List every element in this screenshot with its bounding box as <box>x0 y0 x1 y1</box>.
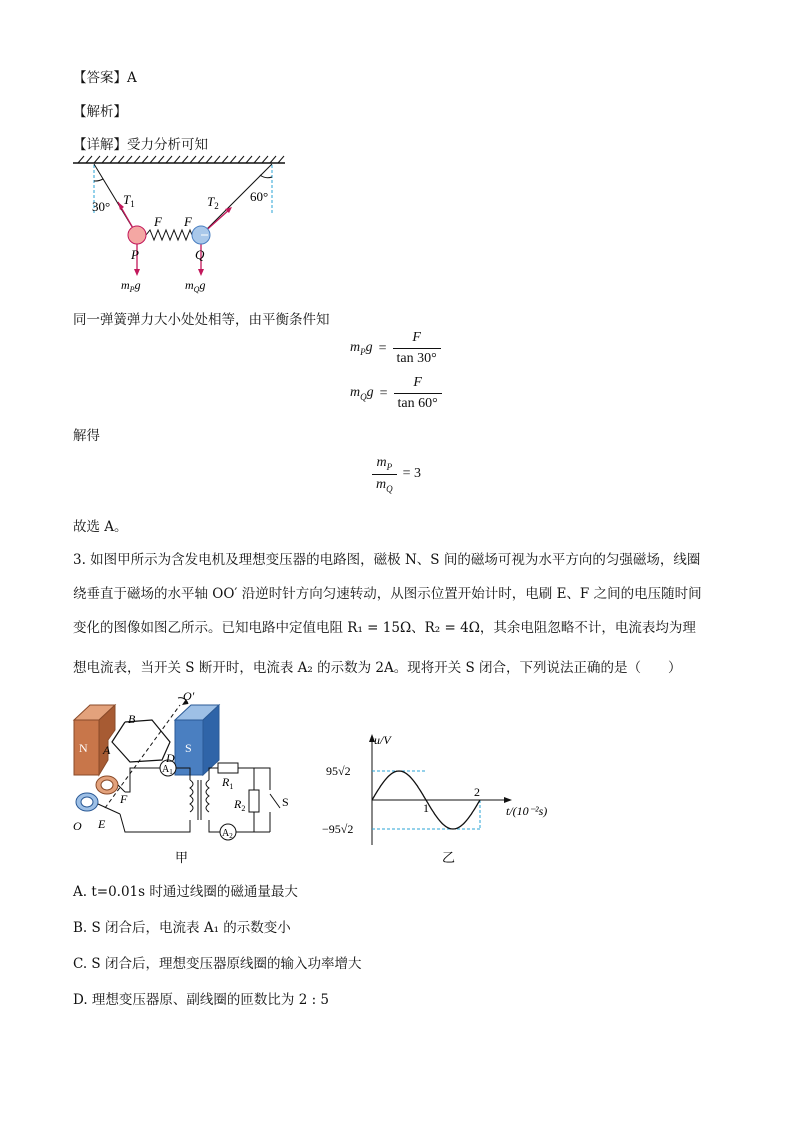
svg-text:mQg <box>185 278 205 294</box>
eq1-den: tan 30° <box>393 348 441 367</box>
t1-label: T <box>123 192 131 207</box>
magnet-s-label: S <box>185 741 192 755</box>
eq1-g: g <box>365 340 373 356</box>
axis-o2-label: O′ <box>183 690 195 703</box>
equation-3 <box>372 455 427 494</box>
figure-jia <box>70 690 310 870</box>
q3-line-3: 变化的图像如图乙所示。已知电路中定值电阻 R₁ = 15Ω、R₂ = 4Ω，其余电阻忽略不计，电流表均为理 <box>73 620 696 636</box>
magnet-n-label: N <box>79 741 88 755</box>
r2-label: R <box>234 797 242 811</box>
caption-jia: 甲 <box>175 850 189 865</box>
eq2-g: g <box>366 385 374 401</box>
detail-label: 【详解】 <box>73 137 127 153</box>
switch-s-label: S <box>282 795 289 809</box>
q3-line-1: 3. 如图甲所示为含发电机及理想变压器的电路图，磁极 N、S 间的磁场可视为水平方向的匀强磁场，线圈 <box>73 552 701 568</box>
q3-line-4: 想电流表，当开关 S 断开时，电流表 A₂ 的示数为 2A。现将开关 S 闭合，下列说法正确的是（ ） <box>73 660 682 676</box>
ytick-max: 95√2 <box>326 764 351 778</box>
eq3-den: m <box>376 476 387 492</box>
f-right-label: F <box>184 214 192 229</box>
ammeter-a2-label: A <box>222 828 230 839</box>
q-label: Q <box>195 247 205 262</box>
mpg-sub: P <box>129 285 135 294</box>
eq1-m: m <box>350 340 361 356</box>
sphere-p <box>128 226 146 244</box>
equation-1: $m_Pg$ = $\frac{F}{\tan 30^\circ}$ <box>350 330 441 367</box>
answer-label: 【答案】 <box>73 70 127 86</box>
svg-text:T1 <box>123 192 135 209</box>
xlabel: t/(10⁻²s) <box>506 804 548 818</box>
solve-label: 解得 <box>73 428 100 444</box>
caption-yi: 乙 <box>442 850 456 865</box>
p-label: P <box>131 247 139 262</box>
xtick-2: 2 <box>474 785 480 799</box>
eq1-sub: P <box>360 346 366 357</box>
svg-text:R1 <box>221 775 233 791</box>
eq2-sub: Q <box>360 391 367 402</box>
angle-left: 30° <box>92 199 111 214</box>
r2-sub: 2 <box>241 804 246 813</box>
answer-value: A <box>127 70 137 86</box>
coil-d-label: D <box>166 751 175 765</box>
detail-line <box>73 133 208 153</box>
ylabel: u/V <box>374 733 391 747</box>
t2-sub: 2 <box>214 201 219 211</box>
mpg-m: m <box>121 278 130 292</box>
brush-f-label: F <box>120 792 128 806</box>
eq2-m: m <box>350 385 361 401</box>
eq2-den: tan 60° <box>394 393 442 412</box>
eq3-num: m <box>376 455 387 470</box>
angle-right: 60° <box>250 189 269 204</box>
eq3-num-sub: P <box>386 461 393 472</box>
brush-e-label: E <box>98 817 106 831</box>
mpg-g: g <box>134 278 141 292</box>
equation-2: $m_Qg$ = $\frac{F}{\tan 60^\circ}$ <box>350 375 442 412</box>
svg-text:T2 <box>207 194 219 211</box>
mqg-m: m <box>185 278 194 292</box>
q3-line-2: 绕垂直于磁场的水平轴 OO′ 沿逆时针方向匀速转动，从图示位置开始计时，电刷 E、F 之间的电压随时间 <box>73 586 702 602</box>
coil-b-label: B <box>128 712 136 726</box>
ammeter-a1-sub: 1 <box>169 768 173 776</box>
axis-o-label: O <box>73 819 82 833</box>
option-c: C. S 闭合后，理想变压器原线圈的输入功率增大 <box>73 956 362 972</box>
option-d: D. 理想变压器原、副线圈的匝数比为 2 : 5 <box>73 992 330 1008</box>
t2-label: T <box>207 194 215 209</box>
choose-line: 故选 A。 <box>73 519 128 535</box>
mqg-g: g <box>199 278 206 292</box>
force-diagram <box>70 155 290 295</box>
r1-label: R <box>222 775 230 789</box>
r1-sub: 1 <box>229 782 234 791</box>
t1-sub: 1 <box>130 199 135 209</box>
ytick-min: −95√2 <box>322 822 354 836</box>
ammeter-a1-label: A <box>162 764 170 775</box>
svg-text:mPg <box>121 278 141 294</box>
ammeter-a2-sub: 2 <box>229 832 233 840</box>
option-a: A. t=0.01s 时通过线圈的磁通量最大 <box>73 884 298 900</box>
mqg-sub: Q <box>193 285 200 294</box>
svg-text:R2 <box>233 797 245 813</box>
chart-yi <box>320 730 560 870</box>
eq2-num: F <box>413 375 422 390</box>
coil-a-label: A <box>103 743 111 757</box>
answer-line <box>73 66 137 86</box>
eq3-den-sub: Q <box>386 483 393 494</box>
option-b: B. S 闭合后，电流表 A₁ 的示数变小 <box>73 920 291 936</box>
analysis-label: 【解析】 <box>73 104 127 120</box>
detail-text: 受力分析可知 <box>127 137 208 153</box>
f-left-label: F <box>154 214 162 229</box>
eq1-num: F <box>412 330 421 345</box>
xtick-1: 1 <box>423 801 429 815</box>
spring-text: 同一弹簧弹力大小处处相等，由平衡条件知 <box>73 312 330 328</box>
eq3-rhs: = 3 <box>402 466 422 482</box>
